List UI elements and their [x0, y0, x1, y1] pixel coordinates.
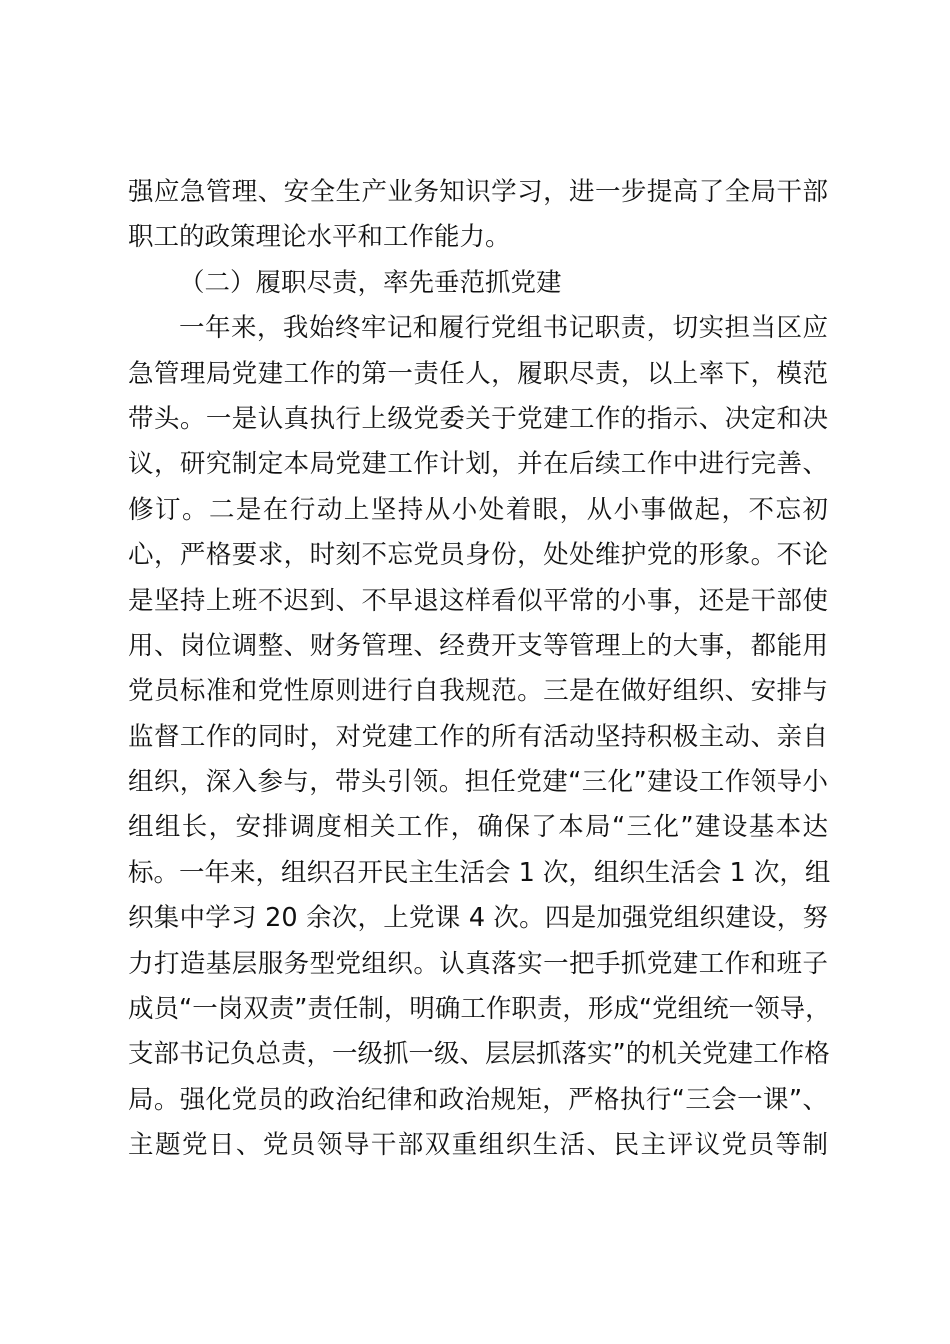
text-line: 成员“一岗双责”责任制，明确工作职责，形成“党组统一领导， — [128, 994, 831, 1025]
text-line: 党员标准和党性原则进行自我规范。三是在做好组织、安排与 — [128, 676, 828, 707]
text-line: 监督工作的同时，对党建工作的所有活动坚持积极主动、亲自 — [128, 721, 828, 752]
text-line: 组组长，安排调度相关工作，确保了本局“三化”建设基本达 — [128, 812, 828, 843]
text-line: 修订。二是在行动上坚持从小处着眼，从小事做起，不忘初 — [128, 494, 828, 525]
text-line: 职工的政策理论水平和工作能力。 — [128, 222, 511, 253]
text-line: 局。强化党员的政治纪律和政治规矩，严格执行“三会一课”、 — [128, 1084, 828, 1115]
text-line: 议，研究制定本局党建工作计划，并在后续工作中进行完善、 — [128, 449, 828, 480]
body-text — [128, 170, 831, 1169]
text-line: 带头。一是认真执行上级党委关于党建工作的指示、决定和决 — [128, 403, 828, 434]
text-line: 急管理局党建工作的第一责任人，履职尽责，以上率下，模范 — [128, 358, 828, 389]
text-line: 织集中学习 20 余次，上党课 4 次。四是加强党组织建设，努 — [128, 903, 828, 934]
text-line: 一年来，我始终牢记和履行党组书记职责，切实担当区应 — [179, 313, 828, 344]
text-line: 支部书记负总责，一级抓一级、层层抓落实”的机关党建工作格 — [128, 1039, 830, 1070]
text-line: 主题党日、党员领导干部双重组织生活、民主评议党员等制 — [128, 1130, 828, 1161]
text-line: （二）履职尽责，率先垂范抓党建 — [179, 267, 562, 298]
text-line: 强应急管理、安全生产业务知识学习，进一步提高了全局干部 — [128, 177, 828, 207]
text-line: 是坚持上班不迟到、不早退这样看似平常的小事，还是干部使 — [128, 585, 828, 616]
text-line: 心，严格要求，时刻不忘党员身份，处处维护党的形象。不论 — [128, 540, 828, 571]
text-line: 用、岗位调整、财务管理、经费开支等管理上的大事，都能用 — [128, 630, 828, 661]
text-line: 组织，深入参与，带头引领。担任党建“三化”建设工作领导小 — [128, 767, 828, 798]
text-line: 标。一年来，组织召开民主生活会 1 次，组织生活会 1 次，组 — [128, 857, 831, 888]
text-line: 力打造基层服务型党组织。认真落实一把手抓党建工作和班子 — [128, 948, 828, 979]
